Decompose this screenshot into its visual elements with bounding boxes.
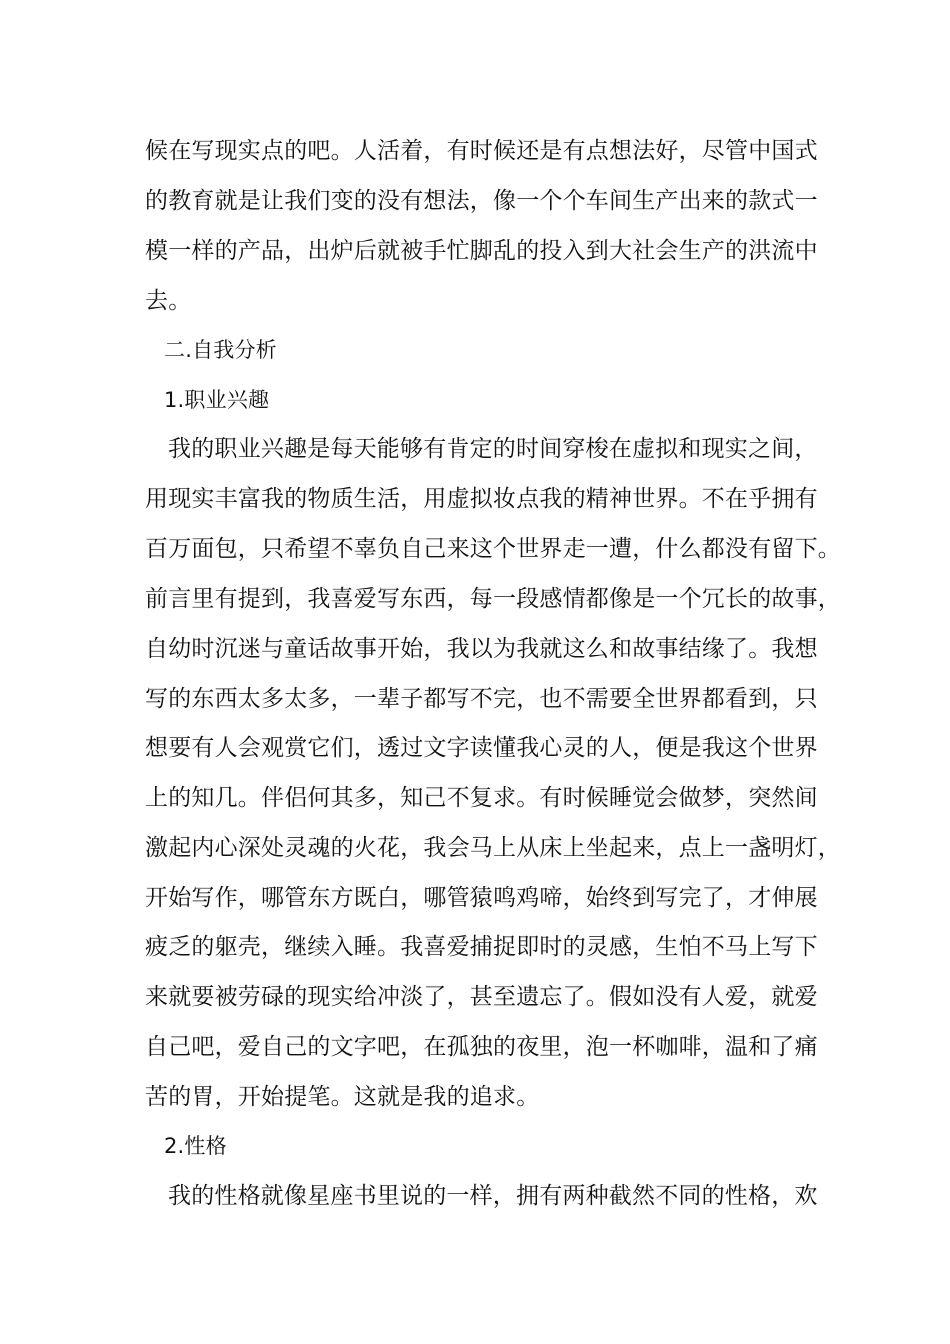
paragraph-line: 百万面包，只希望不辜负自己来这个世界走一遭，什么都没有留下。	[145, 536, 841, 562]
paragraph-line: 写的东西太多太多，一辈子都写不完，也不需要全世界都看到，只	[145, 686, 818, 712]
paragraph-line: 苦的胃，开始提笔。这就是我的追求。	[145, 1084, 540, 1110]
paragraph-line: 自幼时沉迷与童话故事开始，我以为我就这么和故事结缘了。我想	[145, 636, 818, 662]
subsection-heading: 1.职业兴趣	[164, 388, 270, 412]
paragraph-line: 前言里有提到，我喜爱写东西，每一段感情都像是一个冗长的故事，	[145, 586, 841, 612]
paragraph-line: 疲乏的躯壳，继续入睡。我喜爱捕捉即时的灵感，生怕不马上写下	[145, 934, 818, 960]
paragraph-line: 上的知几。伴侣何其多，知己不复求。有时候睡觉会做梦，突然间	[145, 785, 818, 811]
paragraph-line: 来就要被劳碌的现实给冲淡了，甚至遗忘了。假如没有人爱，就爱	[145, 984, 818, 1010]
paragraph-line: 的教育就是让我们变的没有想法，像一个个车间生产出来的款式一	[145, 188, 818, 214]
paragraph-line: 自己吧，爱自己的文字吧，在孤独的夜里，泡一杯咖啡，温和了痛	[145, 1034, 818, 1060]
subsection-heading: 2.性格	[164, 1134, 227, 1158]
paragraph-line: 激起内心深处灵魂的火花，我会马上从床上坐起来，点上一盏明灯，	[145, 835, 841, 861]
paragraph-line: 我的性格就像星座书里说的一样，拥有两种截然不同的性格，欢	[168, 1183, 818, 1209]
paragraph-line: 候在写现实点的吧。人活着，有时候还是有点想法好，尽管中国式	[145, 138, 818, 164]
paragraph-line: 去。	[145, 288, 192, 314]
paragraph-line: 用现实丰富我的物质生活，用虚拟妆点我的精神世界。不在乎拥有	[145, 486, 818, 512]
paragraph-line: 我的职业兴趣是每天能够有肯定的时间穿梭在虚拟和现实之间，	[168, 436, 818, 462]
section-heading: 二.自我分析	[164, 338, 277, 362]
paragraph-line: 想要有人会观赏它们，透过文字读懂我心灵的人，便是我这个世界	[145, 735, 818, 761]
paragraph-line: 模一样的产品，出炉后就被手忙脚乱的投入到大社会生产的洪流中	[145, 238, 818, 264]
paragraph-line: 开始写作，哪管东方既白，哪管猿鸣鸡啼，始终到写完了，才伸展	[145, 885, 818, 911]
